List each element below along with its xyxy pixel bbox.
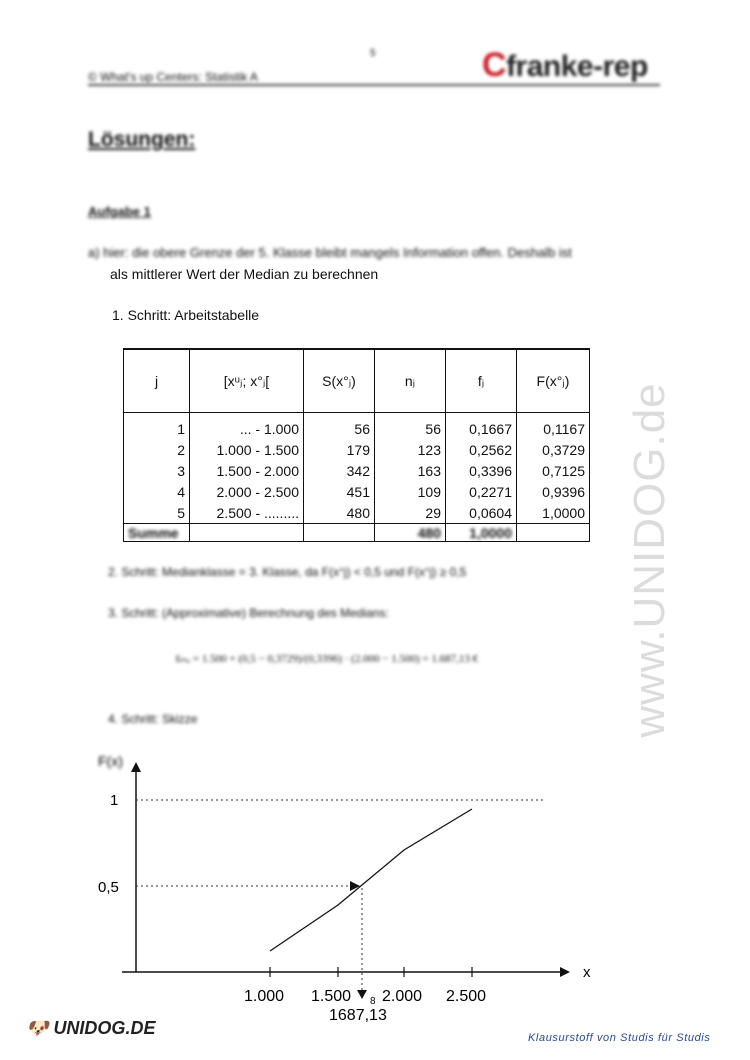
unidog-logo-text: UNIDOG.DE xyxy=(53,1018,156,1038)
table-cell: 0,3396 xyxy=(446,460,517,481)
sum-label: Summe xyxy=(124,524,190,542)
table-cell: ... - 1.000 xyxy=(190,413,304,440)
col-header-j: j xyxy=(124,349,190,413)
table-cell: 1,0000 xyxy=(517,502,590,524)
table-cell: 1.000 - 1.500 xyxy=(190,439,304,460)
x-axis-arrow-icon xyxy=(560,967,570,977)
x-tick-label: 1.000 xyxy=(244,988,285,1005)
step4-text: 4. Schritt: Skizze xyxy=(108,712,198,726)
table-cell: 3 xyxy=(124,460,190,481)
col-header-S: S(x°ⱼ) xyxy=(304,349,375,413)
table-cell: 1 xyxy=(124,413,190,440)
y-axis-arrow-icon xyxy=(131,762,141,772)
unidog-logo xyxy=(26,1018,155,1039)
table-cell: 123 xyxy=(375,439,446,460)
distribution-curve xyxy=(270,809,472,951)
table-cell: 56 xyxy=(304,413,375,440)
task-paragraph-line1: a) hier: die obere Grenze der 5. Klasse bleibt mangels Information offen. Deshalb ist xyxy=(88,245,572,260)
step2-text: 2. Schritt: Medianklasse = 3. Klasse, da F(x°j) < 0,5 und F(x°j) ≥ 0,5 xyxy=(108,565,467,579)
table-cell: 342 xyxy=(304,460,375,481)
table-cell: 5 xyxy=(124,502,190,524)
x-tick-label: 1.500 xyxy=(311,988,352,1005)
step3-text: 3. Schritt: (Approximative) Berechnung des Medians: xyxy=(108,606,389,620)
task-paragraph-line2: als mittlerer Wert der Median zu berechnen xyxy=(110,266,379,282)
table-cell: 451 xyxy=(304,481,375,502)
table-cell: 4 xyxy=(124,481,190,502)
table-cell: 0,2562 xyxy=(446,439,517,460)
table-cell: 29 xyxy=(375,502,446,524)
x-tick-label: 2.000 xyxy=(382,988,423,1005)
watermark: www.UNIDOG.de xyxy=(625,382,674,738)
x-tick-label: 2.500 xyxy=(446,988,487,1005)
table-cell: 0,1667 xyxy=(446,413,517,440)
task-heading: Aufgabe 1 xyxy=(88,204,151,219)
median-arrow-icon xyxy=(350,881,360,891)
table-cell: 480 xyxy=(304,502,375,524)
header-left-text: © What's up Centers: Statistik A xyxy=(88,70,258,84)
median-value-label: 1687,13 xyxy=(329,1007,387,1024)
table-cell: 0,0604 xyxy=(446,502,517,524)
col-header-f: fⱼ xyxy=(446,349,517,413)
step1-label: 1. Schritt: Arbeitstabelle xyxy=(112,307,260,323)
logo-c-icon: C xyxy=(482,46,507,84)
table-cell: 2.500 - ......... xyxy=(190,502,304,524)
table-cell: 2 xyxy=(124,439,190,460)
y-tick-half: 0,5 xyxy=(98,879,119,896)
table-cell: 1.500 - 2.000 xyxy=(190,460,304,481)
page-number: 5 xyxy=(370,48,376,59)
median-marker-icon xyxy=(357,990,367,999)
table-cell: 0,2271 xyxy=(446,481,517,502)
table-cell: 179 xyxy=(304,439,375,460)
sum-n: 480 xyxy=(375,524,446,542)
logo-text: franke-rep xyxy=(506,50,648,83)
col-header-interval: [xᵘⱼ; x°ⱼ[ xyxy=(190,349,304,413)
page-title: Lösungen: xyxy=(88,128,196,151)
table-cell: 0,1167 xyxy=(517,413,590,440)
table-cell: 0,7125 xyxy=(517,460,590,481)
sum-f: 1,0000 xyxy=(446,524,517,542)
col-header-n: nⱼ xyxy=(375,349,446,413)
table-cell: 0,9396 xyxy=(517,481,590,502)
table-cell: 2.000 - 2.500 xyxy=(190,481,304,502)
col-header-F: F(x°ⱼ) xyxy=(517,349,590,413)
table-cell: 0,3729 xyxy=(517,439,590,460)
table-cell: 163 xyxy=(375,460,446,481)
footer-tagline: Klausurstoff von Studis für Studis xyxy=(528,1032,711,1044)
x-axis-label: x xyxy=(583,964,591,981)
table-cell: 109 xyxy=(375,481,446,502)
dog-icon: 🐶 xyxy=(26,1018,49,1038)
median-formula: x̃ₘₑ = 1.500 + (0,5 − 0,3729)/(0,3396) · (2.000 − 1.500) = 1.687,13 € xyxy=(175,653,479,665)
y-axis-label: F(x) xyxy=(98,753,123,769)
table-cell: 56 xyxy=(375,413,446,440)
y-tick-1: 1 xyxy=(110,792,119,809)
median-marker-sub: 8 xyxy=(370,996,376,1007)
